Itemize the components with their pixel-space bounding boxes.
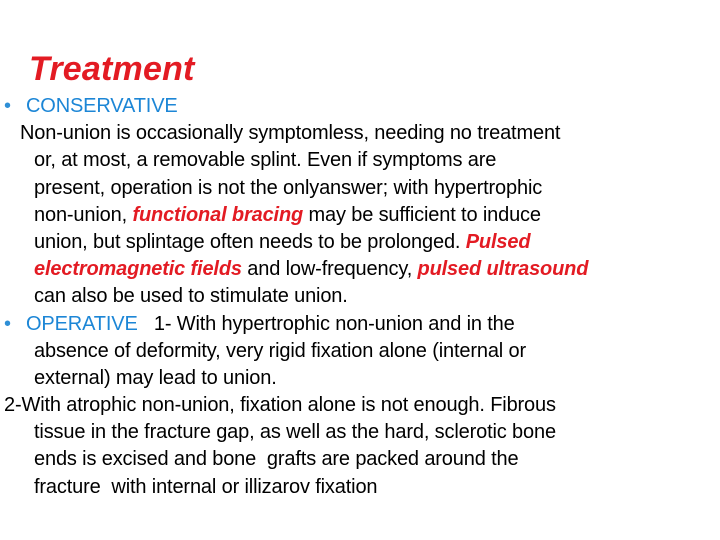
conservative-line-7: can also be used to stimulate union. — [34, 285, 348, 308]
conservative-line-5 — [0, 229, 720, 256]
conservative-line-4 — [0, 202, 720, 229]
pulsed-emphasis: Pulsed — [465, 230, 531, 253]
conservative-heading: CONSERVATIVE — [26, 95, 178, 117]
bullet-icon: • — [4, 312, 11, 335]
operative-heading: OPERATIVE — [26, 312, 138, 335]
conservative-line-4-post: may be sufficient to induce — [303, 203, 541, 226]
conservative-heading-line — [0, 93, 720, 120]
functional-bracing-emphasis: functional bracing — [132, 203, 304, 226]
operative-line-3: external) may lead to union. — [34, 366, 277, 389]
atrophic-line-3: ends is excised and bone grafts are packed around the — [34, 448, 519, 471]
conservative-line-2: or, at most, a removable splint. Even if symptoms are — [34, 149, 497, 172]
pulsed-ultrasound-emphasis: pulsed ultrasound — [417, 258, 589, 281]
slide-body — [0, 93, 720, 501]
operative-line-2: absence of deformity, very rigid fixation alone (internal or — [34, 339, 526, 362]
conservative-line-4-pre: non-union, — [34, 203, 133, 226]
atrophic-line-2: tissue in the fracture gap, as well as the hard, sclerotic bone — [34, 421, 556, 444]
atrophic-line-1: 2-With atrophic non-union, fixation alone is not enough. Fibrous — [4, 394, 556, 417]
conservative-line-6-mid: and low-frequency, — [241, 258, 418, 281]
operative-heading-line — [0, 311, 720, 338]
conservative-line-1: Non-union is occasionally symptomless, needing no treatment — [20, 122, 561, 145]
bullet-icon: • — [4, 95, 11, 117]
operative-line-1: 1- With hypertrophic non-union and in the — [137, 312, 515, 335]
slide-title: Treatment — [29, 50, 195, 88]
atrophic-line-4: fracture with internal or illizarov fixation — [34, 475, 378, 498]
conservative-line-6 — [0, 256, 720, 283]
conservative-line-3: present, operation is not the onlyanswer; with hypertrophic — [34, 176, 543, 199]
electromagnetic-fields-emphasis: electromagnetic fields — [34, 258, 242, 281]
conservative-line-5-pre: union, but splintage often needs to be prolonged. — [34, 230, 466, 253]
